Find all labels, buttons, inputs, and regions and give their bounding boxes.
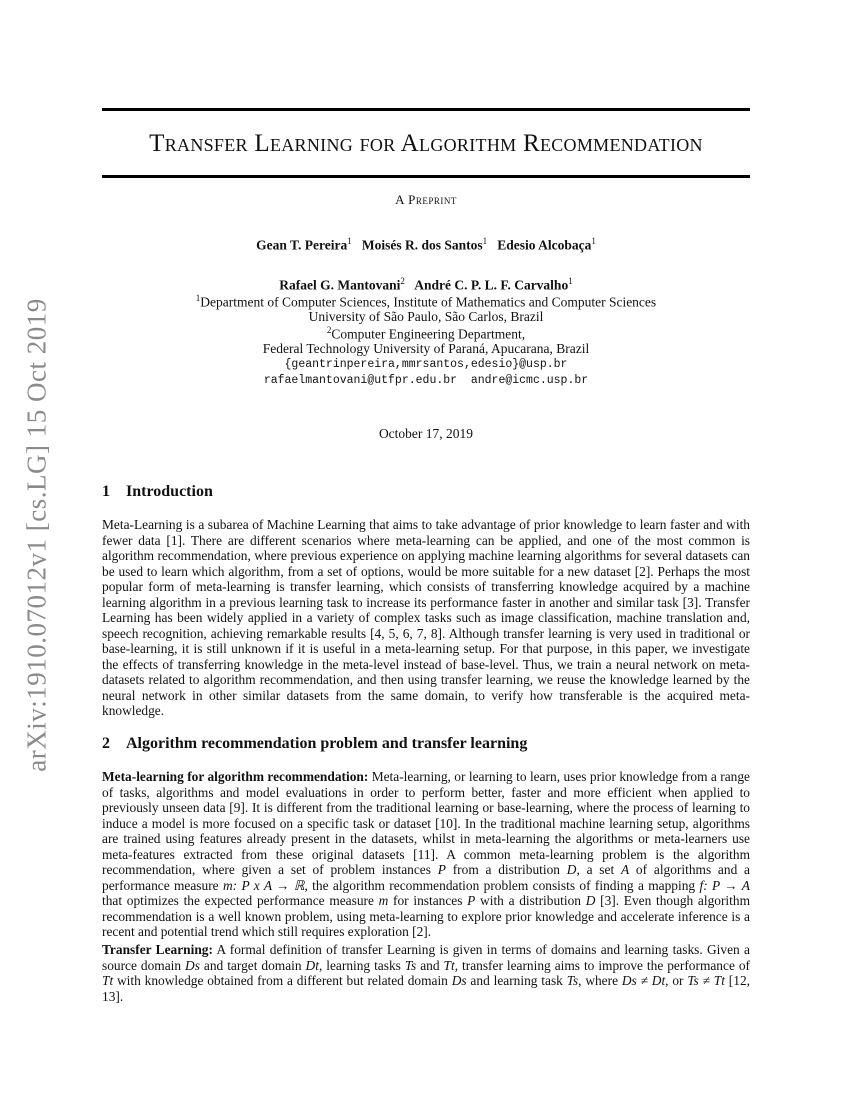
- arxiv-stamp: arXiv:1910.07012v1 [cs.LG] 15 Oct 2019: [21, 298, 52, 772]
- para-text: and target domain: [199, 957, 306, 973]
- author-aff: 1: [568, 276, 573, 286]
- section-number: 2: [102, 735, 110, 752]
- para-text: Meta-learning, or learning to learn, uses prior knowledge from a range of tasks, algorithms and model evaluations in order to perform better, faster and more efficient when applied to previously unseen data [9]. It is different from the traditional learning or base-learning, where the process of learning to induce a model is more focused on a specific task or dataset [10]. In the traditional machine learning setup, algorithms are trained using features already present in the datasets, whilst in meta-learning the algorithms or meta-learners use meta-features extracted from these original datasets [11]. A common meta-learning problem is the algorithm recommendation, where given a set of problem instances: [102, 769, 751, 877]
- section-heading-1: [102, 483, 213, 501]
- math-var: m: [378, 893, 389, 908]
- math-formula: Ts ≠ Tt: [687, 973, 725, 988]
- para-text: , the algorithm recommendation problem consists of finding a mapping: [304, 877, 700, 893]
- math-formula: m: P x A → ℝ: [222, 877, 305, 893]
- math-var: Ts: [566, 973, 579, 988]
- para-text: from a distribution: [445, 862, 567, 877]
- author-line-2: [102, 276, 750, 294]
- para-text: and learning task: [466, 973, 567, 988]
- affiliation-1-dept: [102, 293, 750, 311]
- affiliation-2-univ: Federal Technology University of Paraná, Apucarana, Brazil: [262, 341, 590, 356]
- math-var: Ds: [451, 973, 467, 988]
- author-name: Edesio Alcobaça: [497, 237, 592, 253]
- author-name: André C. P. L. F. Carvalho: [414, 277, 569, 293]
- section-number: 1: [102, 483, 110, 500]
- para-text: A formal definition of transfer Learning is given in terms of domains and learning tasks. Given a source domain: [102, 942, 750, 973]
- para-text: for instances: [388, 893, 468, 908]
- section-title: Algorithm recommendation problem and transfer learning: [126, 735, 528, 752]
- author-line-1: [102, 236, 750, 254]
- author-name: Gean T. Pereira: [256, 237, 348, 253]
- paper-title: Transfer Learning for Algorithm Recommendation: [149, 130, 703, 157]
- aff-mark: 2: [326, 325, 332, 335]
- para-text: [3]. Even though algorithm recommendation is a well known problem, using meta-learning to explore prior knowledge and accelerate inference is a recent and potential trend which still requires exploration [2].: [102, 893, 750, 939]
- para-text: and: [416, 957, 444, 973]
- para-text: with a distribution: [475, 893, 586, 908]
- transfer-learning-paragraph: [102, 942, 750, 1004]
- aff-mark: 1: [195, 293, 201, 303]
- para-text: , transfer learning aims to improve the performance of: [454, 957, 751, 973]
- math-var: D: [585, 893, 596, 908]
- math-var: P: [467, 893, 476, 908]
- author-name: Moisés R. dos Santos: [361, 237, 483, 253]
- math-var: Ts: [404, 957, 417, 973]
- email-line-2: rafaelmantovani@utfpr.edu.br andre@icmc.usp.br: [263, 374, 589, 387]
- math-var: Ds: [185, 957, 200, 973]
- preprint-label: A Preprint: [395, 192, 457, 207]
- para-text: , where: [578, 973, 622, 988]
- para-text: [12, 13].: [102, 973, 750, 1004]
- title-rule-top: [102, 108, 750, 111]
- author-aff: 1: [591, 236, 596, 246]
- math-var: D: [566, 862, 577, 877]
- paragraph-lead: Meta-learning for algorithm recommendation:: [102, 769, 369, 784]
- para-text: , a set: [576, 862, 621, 877]
- affiliation-2-dept: [102, 325, 750, 343]
- meta-learning-paragraph: [102, 769, 750, 940]
- para-text: that optimizes the expected performance measure: [102, 893, 379, 908]
- math-var: Tt: [102, 973, 114, 988]
- author-aff: 2: [400, 276, 405, 286]
- math-formula: f: P → A: [699, 877, 750, 893]
- affiliation-1-univ: University of São Paulo, São Carlos, Brazil: [308, 309, 544, 324]
- intro-paragraph: Meta-Learning is a subarea of Machine Learning that aims to take advantage of prior knowledge to learn faster and with fewer data [1]. There are different scenarios where meta-learning can be applied, and one of the most common is algorithm recommendation, where previous experience on applying machine learning algorithms for several datasets can be used to learn which algorithm, from a set of options, would be more suitable for a new dataset [2]. Perhaps the most popular form of meta-learning is transfer learning, which consists of transferring knowledge acquired by a machine learning algorithm in a previous learning task to increase its performance faster in another and similar task [3]. Transfer Learning has been widely applied in a variety of complex tasks such as image classification, machine translation and, speech recognition, achieving remarkable results [4, 5, 6, 7, 8]. Although transfer learning is very used in traditional or base-learning, it is still unknown if it is useful in a meta-learning setup. For that purpose, in this paper, we investigate the effects of transferring knowledge in the meta-level instead of base-level. Thus, we train a neural network on meta-datasets related to algorithm recommendation, and then using transfer learning, we reuse the knowledge learned by the neural network in other similar datasets from the same domain, to verify how transferable is the acquired meta-knowledge.: [102, 517, 750, 718]
- math-var: Dt: [305, 957, 319, 973]
- aff-text: Computer Engineering Department,: [331, 326, 526, 342]
- para-text: with knowledge obtained from a different but related domain: [113, 973, 452, 988]
- math-var: A: [620, 862, 630, 877]
- author-aff: 1: [347, 236, 352, 246]
- para-text: of algorithms and a performance measure: [102, 862, 750, 893]
- email-line-1: {geantrinpereira,mmrsantos,edesio}@usp.br: [284, 358, 568, 371]
- aff-text: Department of Computer Sciences, Institute of Mathematics and Computer Sciences: [200, 294, 657, 310]
- author-aff: 1: [482, 236, 488, 246]
- paragraph-lead: Transfer Learning:: [102, 942, 213, 957]
- math-formula: Ds ≠ Dt: [621, 973, 666, 988]
- title-rule-bottom: [102, 175, 750, 178]
- section-heading-2: [102, 735, 527, 753]
- para-text: , or: [665, 973, 688, 988]
- section-title: Introduction: [126, 483, 213, 500]
- author-name: Rafael G. Mantovani: [279, 277, 401, 293]
- math-var: P: [437, 862, 446, 877]
- para-text: , learning tasks: [318, 957, 405, 973]
- paper-date: October 17, 2019: [378, 426, 474, 441]
- math-var: Tt: [443, 957, 455, 973]
